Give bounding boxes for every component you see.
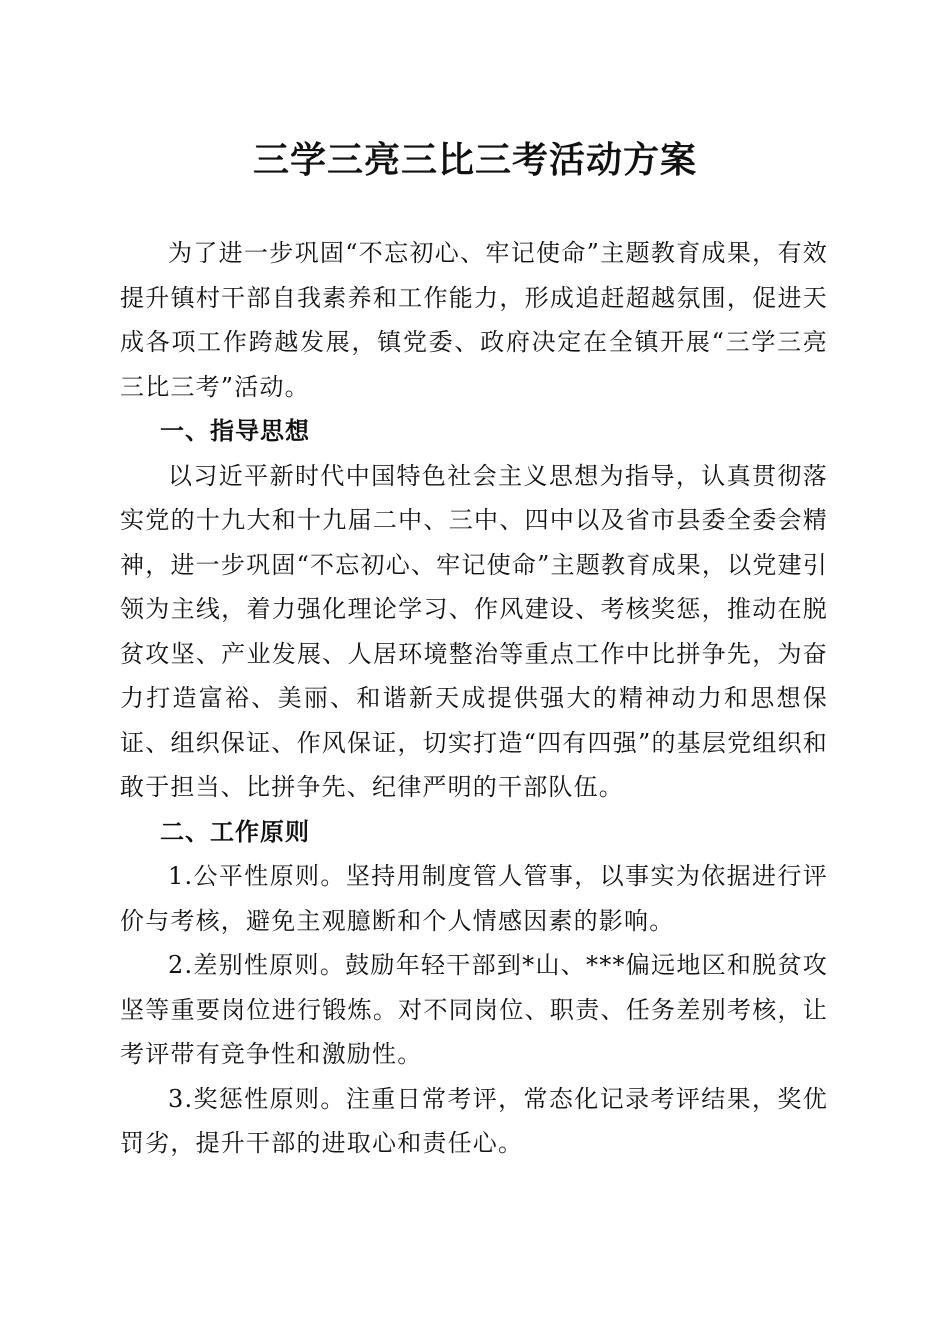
principle-fairness-paragraph: 1.公平性原则。坚持用制度管人管事，以事实为依据进行评价与考核，避免主观臆断和个人情感因素的影响。 <box>120 862 828 935</box>
guiding-ideology-paragraph: 以习近平新时代中国特色社会主义思想为指导，认真贯彻落实党的十九大和十九届二中、三中、四中以及省市县委全委会精神，进一步巩固“不忘初心、牢记使命”主题教育成果，以党建引领为主线，着力强化理论学习、作风建设、考核奖惩，推动在脱贫攻坚、产业发展、人居环境整治等重点工作中比拼争先，为奋力打造富裕、美丽、和谐新天成提供强大的精神动力和思想保证、组织保证、作风保证，切实打造“四有四强”的基层党组织和敢于担当、比拼争先、纪律严明的干部队伍。 <box>120 461 828 801</box>
document-body <box>120 231 828 1166</box>
section-heading-work-principles: 二、工作原则 <box>160 817 310 846</box>
principle-reward-punishment-paragraph: 3.奖惩性原则。注重日常考评，常态化记录考评结果，奖优罚劣，提升干部的进取心和责任心。 <box>120 1084 828 1157</box>
section-heading-guiding-ideology: 一、指导思想 <box>160 417 310 445</box>
intro-paragraph: 为了进一步巩固“不忘初心、牢记使命”主题教育成果，有效提升镇村干部自我素养和工作能力，形成追赶超越氛围，促进天成各项工作跨越发展，镇党委、政府决定在全镇开展“三学三亮三比三考”活动。 <box>120 239 828 401</box>
document-title: 三学三亮三比三考活动方案 <box>252 139 697 181</box>
principle-differentiation-paragraph: 2.差别性原则。鼓励年轻干部到*山、***偏远地区和脱贫攻坚等重要岗位进行锻炼。对不同岗位、职责、任务差别考核，让考评带有竞争性和激励性。 <box>120 951 828 1068</box>
